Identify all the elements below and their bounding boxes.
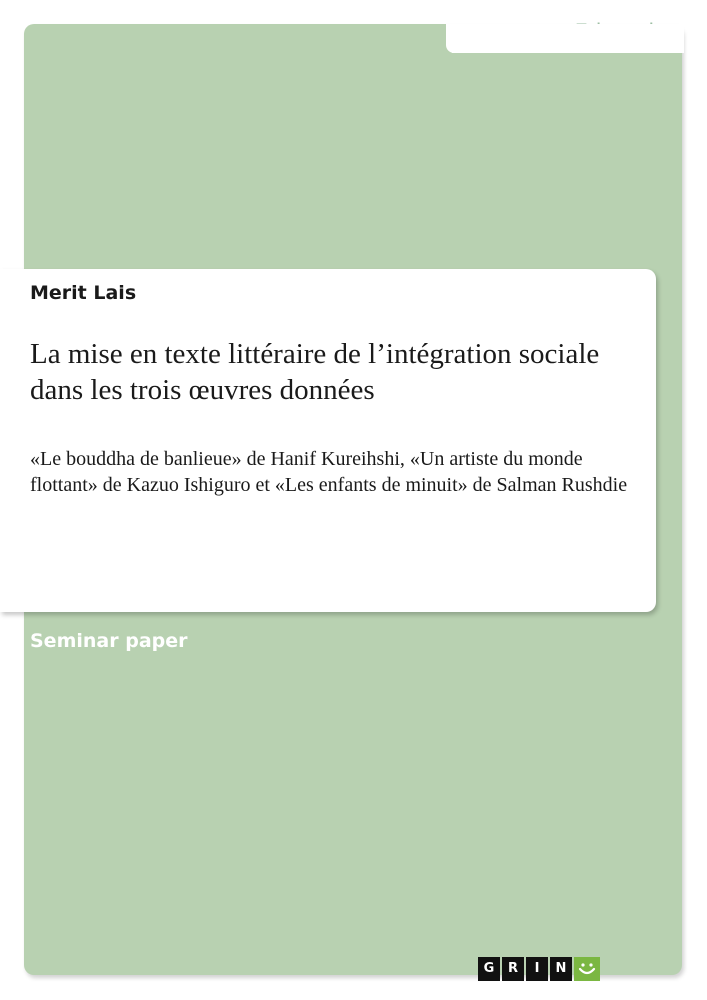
book-title: La mise en texte littéraire de l’intégration sociale dans les trois œuvres données	[30, 338, 600, 406]
grin-logo	[478, 957, 600, 983]
logo-letter-r: R	[502, 957, 524, 981]
book-subtitle: «Le bouddha de banlieue» de Hanif Kureihshi, «Un artiste du monde flottant» de Kazuo Ishiguro et «Les enfants de minuit» de Salman Rushdie	[30, 448, 628, 496]
title-card	[0, 269, 656, 612]
panel-tab-notch	[452, 24, 684, 53]
author-name: Merit Lais	[30, 282, 137, 304]
smile-icon	[574, 957, 600, 981]
document-type: Seminar paper	[30, 630, 188, 652]
logo-letter-n: N	[550, 957, 572, 981]
logo-letter-g: G	[478, 957, 500, 981]
logo-letter-i: I	[526, 957, 548, 981]
